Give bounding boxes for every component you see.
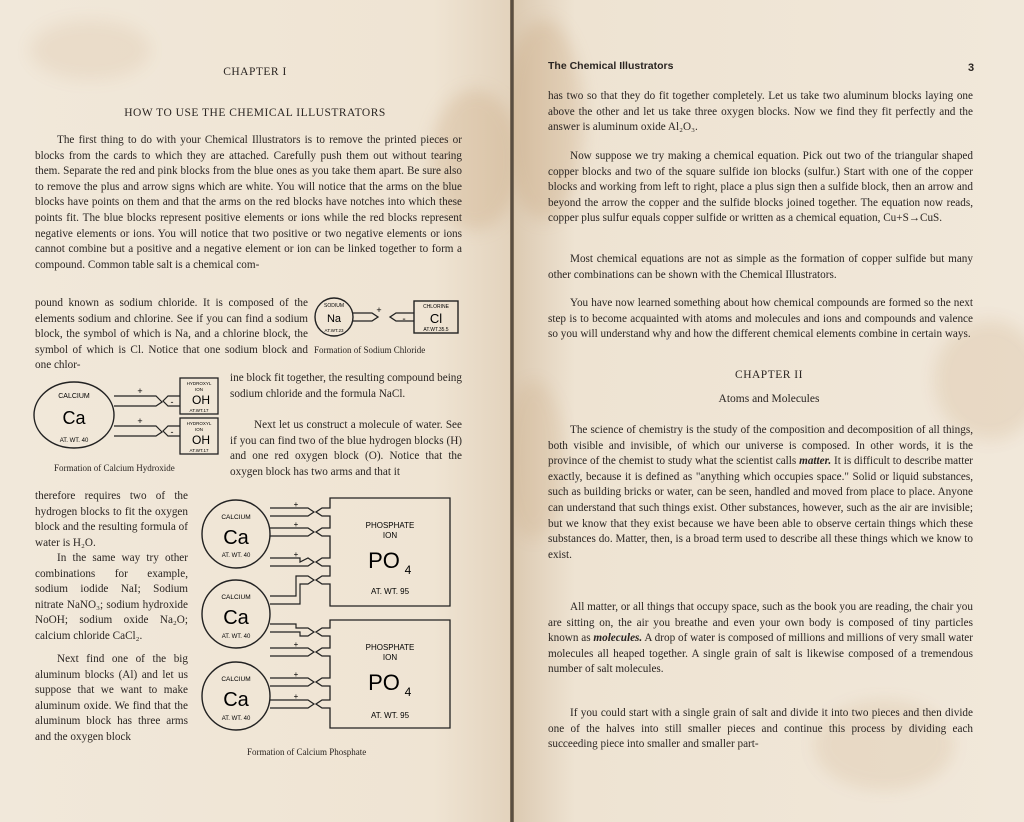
paragraph: has two so that they do fit together completely. Let us take two aluminum blocks laying one above the other and let us take three oxygen blocks. Now we find they fit perfectly and the answer is aluminum oxide Al₂O₃. <box>548 90 973 134</box>
calcium-label: CALCIUM <box>221 676 251 683</box>
ion-label: ION <box>194 427 204 432</box>
plus-sign: + <box>293 670 299 679</box>
left-page <box>0 0 510 822</box>
paragraph: Now suppose we try making a chemical equation. Pick out two of the triangular shaped copper blocks and two of the square sulfide ion blocks (sulfur.) Start with one of the copper blocks and working from left to right, place a plus sign then a sulfide block, then an arrow and beyond the arrow the copper and the sulfide blocks joined together. The equation now reads, copper plus sulfur equals copper sulfide or written as a chemical equation, Cu+S→CuS. <box>548 150 973 225</box>
phosphate-subscript: 4 <box>404 563 412 577</box>
plus-sign: + <box>376 305 382 315</box>
calcium-hydroxide-diagram <box>30 372 220 458</box>
paragraph <box>548 600 973 678</box>
chapter-title: HOW TO USE THE CHEMICAL ILLUSTRATORS <box>124 107 386 119</box>
phosphate-label: PHOSPHATE <box>365 643 415 652</box>
minus-sign: - <box>170 427 174 437</box>
paragraph: Most chemical equations are not as simple as the formation of copper sulfide but many other combinations can be shown with the Chemical Illustrators. <box>548 253 973 281</box>
calcium-weight: AT. WT. 40 <box>221 634 251 640</box>
sodium-weight: AT.WT.23 <box>324 328 344 333</box>
paragraph: Next find one of the big aluminum blocks (Al) and let us suppose that we want to make aluminum oxide. We find that the aluminum block has three arms and the oxygen block <box>35 653 188 743</box>
minus-sign: - <box>170 397 174 407</box>
phosphate-label: PHOSPHATE <box>365 521 415 530</box>
paragraph: In the same way try other combinations for example, sodium iodide NaI; Sodium nitrate NaNO₃; sodium hydroxide NoOH; sodium oxide Na₂O; calcium chloride CaCl₂. <box>35 552 188 642</box>
right-page <box>514 0 1024 822</box>
chapter-subtitle: Atoms and Molecules <box>718 393 820 405</box>
plus-sign: + <box>137 386 143 396</box>
plus-sign: + <box>293 640 299 649</box>
calcium-weight: AT. WT. 40 <box>221 553 251 559</box>
plus-sign: + <box>293 692 299 701</box>
page-number: 3 <box>968 62 975 74</box>
calcium-symbol: Ca <box>223 527 249 549</box>
calcium-label: CALCIUM <box>221 514 251 521</box>
paragraph-text: It is difficult to describe matter exactly, because it is defined as "anything which occupies space." Solid or liquid substances, such as building bricks or water, can be seen, handled and moved from place to place. Anyone can understand that such things exist. Other substances, however, such as the air are invisible; but we know that they exist because we have been able to observe certain things which these substances do. Matter, then, is a broad term used to describe all these things which we know to exist. <box>548 455 974 561</box>
hydroxyl-label: HYDROXYL <box>186 381 212 386</box>
phosphate-subscript: 4 <box>404 685 412 699</box>
hydroxyl-symbol: OH <box>192 433 210 447</box>
chlorine-label: CHLORINE <box>423 304 449 310</box>
caption-sodium-chloride: Formation of Sodium Chloride <box>314 345 426 355</box>
sodium-label: SODIUM <box>324 303 344 309</box>
calcium-label: CALCIUM <box>58 393 90 400</box>
calcium-symbol: Ca <box>223 689 249 711</box>
chapter-heading: CHAPTER II <box>735 369 803 381</box>
ion-label: ION <box>382 531 398 540</box>
term-matter: matter. <box>799 455 832 468</box>
calcium-weight: AT. WT. 40 <box>59 438 89 444</box>
minus-sign: - <box>402 314 406 325</box>
ion-label: ION <box>194 387 204 392</box>
paragraph: therefore requires two of the hydrogen blocks to fit the oxygen block and the resulting formula of water is H₂O. <box>35 490 188 549</box>
paragraph-text: The science of chemistry is the study of the composition and decomposition of all things, both visible and invisible, of which our universe is composed. In other words, it is the province of the chemist to study what the scientist calls <box>548 424 973 468</box>
paragraph-text: All matter, or all things that occupy space, such as the book you are reading, the chair you are sitting on, the air you breathe and even your own body is composed of tiny particles known as <box>548 601 973 645</box>
term-molecules: molecules. <box>593 632 643 645</box>
hydroxyl-symbol: OH <box>192 393 210 407</box>
paragraph: You have now learned something about how chemical compounds are formed so the next step is to become acquainted with atoms and molecules and ions and compounds and valence so you will understand why and how the different chemical elements combine in certain ways. <box>548 297 973 341</box>
plus-sign: + <box>293 520 299 529</box>
ion-label: ION <box>382 653 398 662</box>
calcium-symbol: Ca <box>62 408 86 428</box>
phosphate-weight: AT. WT. 95 <box>370 587 410 596</box>
chlorine-weight: AT.WT.35.5 <box>423 327 449 333</box>
caption-calcium-phosphate: Formation of Calcium Phosphate <box>247 747 367 757</box>
paragraph-text: A drop of water is composed of millions and millions of very small water molecules all heaped together. A single grain of salt is likewise composed of a tremendous number of salt molecules. <box>548 632 974 676</box>
calcium-weight: AT. WT. 40 <box>221 716 251 722</box>
hydroxyl-label: HYDROXYL <box>186 421 212 426</box>
plus-sign: + <box>293 550 299 559</box>
calcium-label: CALCIUM <box>221 594 251 601</box>
calcium-symbol: Ca <box>223 607 249 629</box>
paragraph <box>548 423 973 563</box>
paragraph: Next let us construct a molecule of water. See if you can find two of the blue hydrogen blocks (H) and one red oxygen block (O). Notice that the oxygen block has two arms and that it <box>230 419 462 478</box>
sodium-chloride-diagram <box>312 296 462 338</box>
phosphate-weight: AT. WT. 95 <box>370 711 410 720</box>
book-spine <box>510 0 514 822</box>
phosphate-symbol: PO <box>368 548 400 573</box>
paragraph: pound known as sodium chloride. It is composed of the elements sodium and chlorine. See if you can find a sodium block, the symbol of which is Na, and a chlorine block, the symbol of which is Cl. Notice that one sodium block and one chlor- <box>35 297 308 372</box>
hydroxyl-weight: AT.WT.17 <box>189 408 209 413</box>
plus-sign: + <box>293 500 299 509</box>
paragraph: The first thing to do with your Chemical Illustrators is to remove the printed pieces or blocks from the cards to which they are attached. Carefully push them out without tearing them. Separate the red and pink blocks from the blue ones as you take them apart. Be sure also to remove the plus and arrow signs which are white. You will notice that the arms on the blue blocks have points on them and that the arms on the red blocks have notches into which these points fit. The blue blocks represent positive elements or ions while the red blocks represent negative elements or ions. You will notice that two positive or two negative elements or ions cannot combine but a positive and a negative element or ion can be linked together to form a compound. Common table salt is a chemical com- <box>35 134 462 271</box>
paragraph: ine block fit together, the resulting compound being sodium chloride and the formula NaCl. <box>230 372 462 400</box>
chapter-heading: CHAPTER I <box>223 66 287 78</box>
phosphate-symbol: PO <box>368 670 400 695</box>
plus-sign: + <box>137 416 143 426</box>
caption-calcium-hydroxide: Formation of Calcium Hydroxide <box>54 463 175 473</box>
paragraph: If you could start with a single grain of salt and divide it into two pieces and then divide one of the halves into still smaller pieces and continue this process by dividing each succeeding piece into smaller and smaller part- <box>548 707 973 751</box>
running-head: The Chemical Illustrators <box>548 60 674 72</box>
chlorine-symbol: Cl <box>429 311 443 326</box>
calcium-phosphate-diagram <box>200 496 462 736</box>
hydroxyl-weight: AT.WT.17 <box>189 448 209 453</box>
sodium-symbol: Na <box>326 313 342 325</box>
